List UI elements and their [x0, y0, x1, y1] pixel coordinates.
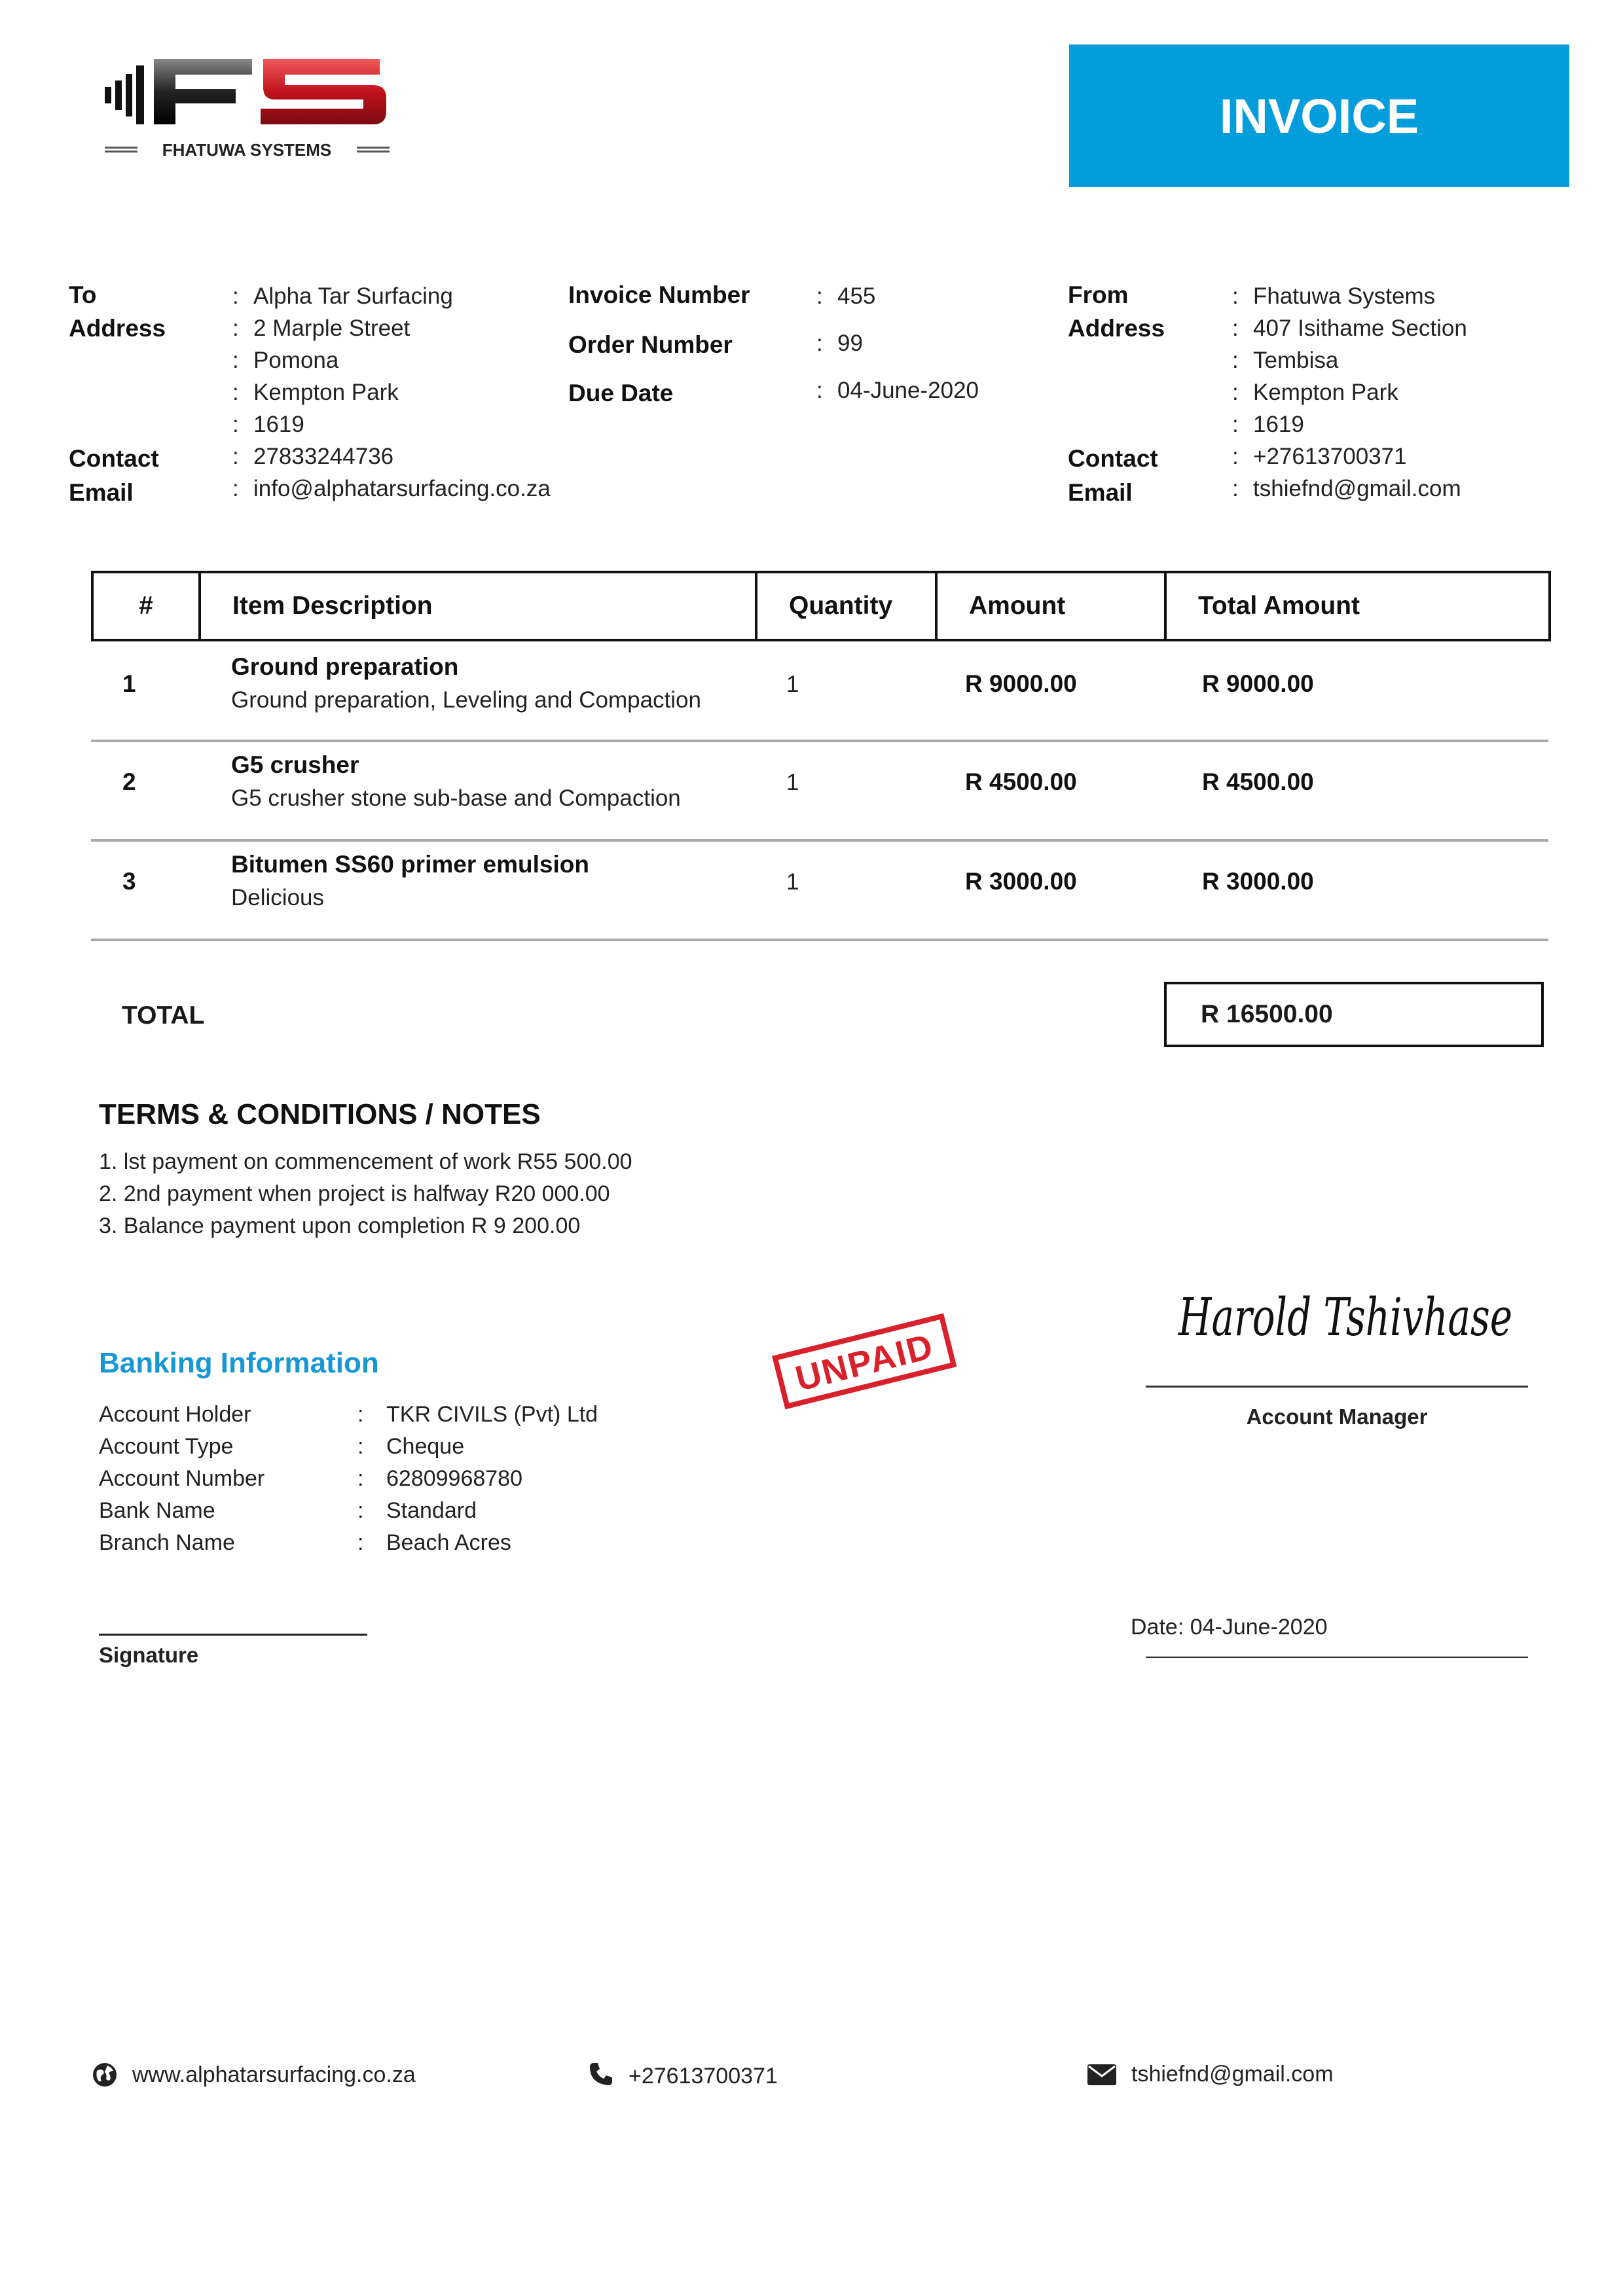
globe-icon — [92, 2062, 118, 2088]
bank-field-value: Standard — [386, 1498, 477, 1523]
due-date: 04-June-2020 — [837, 378, 979, 403]
total-label: TOTAL — [122, 1001, 205, 1030]
colon: : — [816, 331, 823, 356]
row-quantity: 1 — [786, 770, 799, 795]
row-amount: R 4500.00 — [965, 768, 1077, 795]
total-value: R 16500.00 — [1164, 982, 1544, 1047]
bank-field-label: Account Holder — [99, 1402, 251, 1427]
bank-field-label: Account Number — [99, 1466, 265, 1491]
colon: : — [1232, 380, 1239, 405]
row-quantity: 1 — [786, 672, 799, 697]
order-number: 99 — [837, 331, 863, 356]
to-address-line: 2 Marple Street — [253, 315, 410, 341]
from-email: tshiefnd@gmail.com — [1253, 476, 1461, 501]
to-email: info@alphatarsurfacing.co.za — [253, 476, 551, 501]
colon: : — [357, 1498, 364, 1523]
colon: : — [816, 283, 823, 309]
colon: : — [1232, 283, 1239, 309]
header-description: Item Description — [198, 573, 755, 639]
manager-signature-line — [1146, 1386, 1528, 1388]
order-number-label: Order Number — [568, 331, 733, 358]
from-address-line: Kempton Park — [1253, 380, 1398, 405]
to-address-line: Pomona — [253, 348, 339, 373]
row-description: Delicious — [231, 885, 324, 910]
from-address-line: Tembisa — [1253, 348, 1339, 373]
invoice-number: 455 — [837, 283, 876, 309]
table-row — [91, 741, 1548, 842]
to-address-label: Address — [69, 315, 166, 342]
terms-item: 3. Balance payment upon completion R 9 200.00 — [99, 1213, 581, 1238]
bank-field-label: Account Type — [99, 1434, 234, 1459]
from-contact: +27613700371 — [1253, 444, 1407, 469]
signature-script: Harold Tshivhase — [1177, 1287, 1512, 1348]
colon: : — [232, 315, 239, 341]
header-num: # — [139, 592, 153, 620]
logo-tagline: FHATUWA SYSTEMS — [162, 140, 332, 160]
header-total-amount: Total Amount — [1164, 573, 1548, 639]
manager-signature — [1172, 1276, 1519, 1361]
to-address-line: Kempton Park — [253, 380, 399, 405]
colon: : — [1232, 348, 1239, 373]
company-logo — [98, 51, 393, 166]
signature-date: Date: 04-June-2020 — [1131, 1615, 1328, 1640]
colon: : — [232, 444, 239, 469]
to-contact-label: Contact — [69, 445, 159, 472]
colon: : — [232, 412, 239, 437]
row-total: R 9000.00 — [1202, 670, 1314, 697]
terms-item: 2. 2nd payment when project is halfway R20 000.00 — [99, 1181, 610, 1206]
bank-field-value: 62809968780 — [386, 1466, 523, 1491]
invoice-number-label: Invoice Number — [568, 281, 750, 308]
to-email-label: Email — [69, 479, 134, 506]
row-num: 2 — [122, 768, 136, 795]
row-total: R 4500.00 — [1202, 768, 1314, 795]
colon: : — [1232, 444, 1239, 469]
stamp-text: UNPAID — [792, 1326, 938, 1399]
banking-title: Banking Information — [99, 1347, 379, 1379]
date-line — [1146, 1657, 1528, 1658]
colon: : — [232, 476, 239, 501]
colon: : — [357, 1530, 364, 1555]
table-header — [91, 571, 1551, 641]
header-amount: Amount — [935, 573, 1164, 639]
due-date-label: Due Date — [568, 380, 674, 406]
row-title: G5 crusher — [231, 751, 359, 778]
phone-icon — [588, 2061, 614, 2087]
colon: : — [816, 378, 823, 403]
row-title: Ground preparation — [231, 653, 459, 680]
footer-phone[interactable] — [588, 2058, 778, 2089]
footer-email[interactable] — [1087, 2062, 1334, 2087]
colon: : — [357, 1402, 364, 1427]
signature-label: Signature — [99, 1643, 199, 1667]
row-quantity: 1 — [786, 869, 799, 895]
to-label: To — [69, 281, 97, 308]
bank-field-label: Bank Name — [99, 1498, 215, 1523]
row-description: G5 crusher stone sub-base and Compaction — [231, 785, 681, 811]
row-num: 3 — [122, 868, 136, 895]
signature-line — [99, 1634, 367, 1636]
row-amount: R 3000.00 — [965, 868, 1077, 895]
row-num: 1 — [122, 670, 136, 697]
from-name: Fhatuwa Systems — [1253, 283, 1436, 309]
from-address-label: Address — [1068, 315, 1165, 342]
colon: : — [357, 1434, 364, 1459]
envelope-icon — [1087, 2063, 1117, 2087]
account-manager-label: Account Manager — [1246, 1405, 1428, 1429]
row-title: Bitumen SS60 primer emulsion — [231, 851, 589, 878]
bank-field-label: Branch Name — [99, 1530, 235, 1555]
colon: : — [232, 348, 239, 373]
from-label: From — [1068, 281, 1129, 308]
bank-field-value: TKR CIVILS (Pvt) Ltd — [386, 1402, 598, 1427]
bank-field-value: Cheque — [386, 1434, 465, 1459]
unpaid-stamp — [769, 1317, 959, 1405]
header-quantity: Quantity — [755, 573, 935, 639]
from-address-line: 1619 — [1253, 412, 1304, 437]
colon: : — [1232, 315, 1239, 341]
website-text: www.alphatarsurfacing.co.za — [132, 2062, 416, 2087]
colon: : — [1232, 412, 1239, 437]
phone-text: +27613700371 — [629, 2064, 778, 2089]
to-contact: 27833244736 — [253, 444, 394, 469]
row-total: R 3000.00 — [1202, 868, 1314, 895]
bank-field-value: Beach Acres — [386, 1530, 511, 1555]
footer-website[interactable] — [92, 2062, 416, 2088]
to-name: Alpha Tar Surfacing — [253, 283, 453, 309]
table-row — [91, 840, 1548, 941]
email-text: tshiefnd@gmail.com — [1131, 2062, 1334, 2087]
terms-item: 1. lst payment on commencement of work R55 500.00 — [99, 1149, 632, 1174]
invoice-title-banner: INVOICE — [1069, 45, 1569, 187]
row-amount: R 9000.00 — [965, 670, 1077, 697]
row-description: Ground preparation, Leveling and Compaction — [231, 687, 701, 713]
terms-title: TERMS & CONDITIONS / NOTES — [99, 1098, 541, 1130]
from-address-line: 407 Isithame Section — [1253, 315, 1467, 341]
colon: : — [232, 380, 239, 405]
colon: : — [232, 283, 239, 309]
colon: : — [1232, 476, 1239, 501]
to-address-line: 1619 — [253, 412, 304, 437]
table-row — [91, 641, 1548, 742]
colon: : — [357, 1466, 364, 1491]
from-contact-label: Contact — [1068, 445, 1158, 472]
from-email-label: Email — [1068, 479, 1133, 506]
